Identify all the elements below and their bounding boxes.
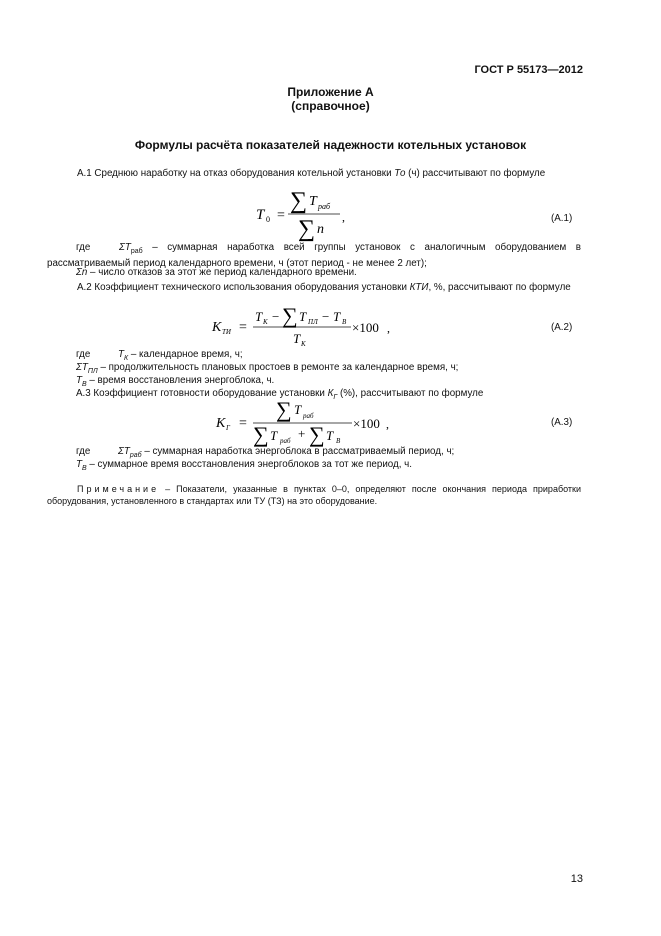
definition-a1-1: $\Sigma T_{раб}$ – суммарная наработка всей группы установок с аналогичным оборудованием в рассматриваемый период календарного времени, ч (этот период - не менее 2 лет); xyxy=(47,242,581,270)
equation-number-a1: (А.1) xyxy=(551,213,573,224)
paragraph-a3: А.3 Коэффициент готовности оборудование установки $К_Г$ (%), рассчитывают по формуле xyxy=(76,388,484,401)
svg-text:T: T xyxy=(270,428,278,443)
svg-text:K: K xyxy=(216,416,226,431)
appendix-title: Приложение А xyxy=(287,85,374,99)
formula-a3 xyxy=(212,398,392,448)
svg-text:T: T xyxy=(299,309,307,324)
document-header: ГОСТ Р 55173—2012 xyxy=(474,64,583,76)
svg-text:раб: раб xyxy=(303,412,314,420)
svg-text:раб: раб xyxy=(318,202,331,211)
svg-text:n: n xyxy=(317,222,324,237)
definition-a2-3: $T_В$ – время восстановления энергоблока, ч. xyxy=(76,375,275,388)
svg-text:=: = xyxy=(239,320,247,335)
svg-text:=: = xyxy=(277,208,285,223)
svg-text:∑: ∑ xyxy=(276,398,292,422)
definition-a3-1: $\Sigma T_{раб}$ – суммарная наработка энергоблока в рассматриваемый период, ч; xyxy=(118,446,455,459)
page-number: 13 xyxy=(570,873,583,885)
svg-text:+: + xyxy=(298,426,306,441)
section-title: Формулы расчёта показателей надежности котельных установок xyxy=(134,138,527,152)
svg-text:K: K xyxy=(212,320,222,335)
formula-a1 xyxy=(250,188,360,244)
svg-text:T: T xyxy=(255,309,263,324)
note: Примечание – Показатели, указанные в пунктах 0–0, определяют после окончания периода приработки оборудования, установленного в стандартах или ТУ (ТЗ) на это оборудование. xyxy=(47,484,581,506)
svg-text:∑: ∑ xyxy=(290,188,308,214)
svg-text:T: T xyxy=(294,402,302,417)
where-label-a2: где xyxy=(76,349,91,360)
definition-a3-2: $T_В$ – суммарное время восстановления энергоблоков за тот же период, ч. xyxy=(76,459,413,472)
svg-text:0: 0 xyxy=(266,215,270,224)
svg-text:К: К xyxy=(263,318,268,326)
svg-text:−: − xyxy=(272,309,280,324)
where-label-a1: где xyxy=(76,242,91,253)
svg-text:T: T xyxy=(333,309,341,324)
svg-text:∑: ∑ xyxy=(309,422,325,447)
equation-number-a3: (А.3) xyxy=(551,417,573,428)
equation-number-a2: (А.2) xyxy=(551,322,573,333)
svg-text:T: T xyxy=(293,331,301,346)
svg-text:T: T xyxy=(256,207,265,223)
paragraph-a2: А.2 Коэффициент технического использования оборудования установки КТИ, %, рассчитывают по формуле xyxy=(77,282,571,293)
svg-text:раб: раб xyxy=(280,437,291,445)
svg-text:Г: Г xyxy=(226,424,230,432)
formula-a2 xyxy=(205,303,400,349)
svg-text:В: В xyxy=(342,318,347,326)
svg-text:∑: ∑ xyxy=(282,303,298,328)
kti-variable: КТИ xyxy=(409,282,429,293)
definition-a2-2: $\Sigma T_{ПЛ}$ – продолжительность плановых простоев в ремонте за календарное время, ч; xyxy=(76,362,459,375)
svg-text:−: − xyxy=(322,309,330,324)
svg-text:×100: ×100 xyxy=(353,416,380,431)
to-variable: То xyxy=(394,168,406,179)
svg-text:ПЛ: ПЛ xyxy=(308,318,318,326)
svg-text:T: T xyxy=(309,194,317,209)
svg-text:ТИ: ТИ xyxy=(222,328,231,336)
svg-text:,: , xyxy=(342,210,345,224)
appendix-heading xyxy=(0,85,661,113)
svg-text:×100: ×100 xyxy=(352,320,379,335)
note-label: Примечание xyxy=(77,484,160,494)
svg-text:К: К xyxy=(301,340,306,348)
svg-text:=: = xyxy=(239,416,247,431)
appendix-subtitle: (справочное) xyxy=(291,99,370,113)
svg-text:∑: ∑ xyxy=(298,216,316,242)
svg-text:T: T xyxy=(326,428,334,443)
definition-a2-1: $T_К$ – календарное время, ч; xyxy=(118,349,243,362)
where-label-a3: где xyxy=(76,446,91,457)
svg-text:∑: ∑ xyxy=(253,422,269,447)
svg-text:,: , xyxy=(386,417,389,431)
svg-text:В: В xyxy=(336,437,341,445)
paragraph-a1: А.1 Среднюю наработку на отказ оборудования котельной установки То (ч) рассчитывают по формуле xyxy=(77,168,546,179)
svg-text:,: , xyxy=(387,321,390,335)
definition-a1-2: Σn – число отказов за этот же период календарного времени. xyxy=(76,267,357,278)
